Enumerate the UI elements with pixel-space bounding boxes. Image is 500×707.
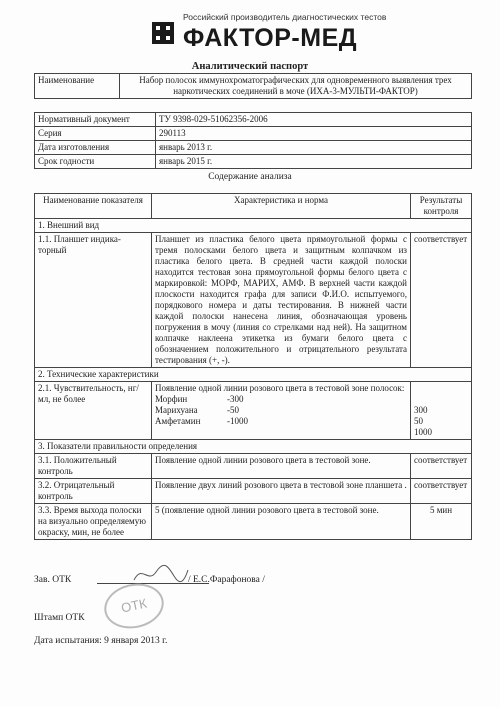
table-row (35, 504, 472, 540)
header-name: Наименование показателя (35, 194, 152, 219)
result-value: 1000 (414, 427, 432, 437)
row-desc: Планшет из пластика белого цвета прямоугольной формы с тремя полосками белого цвета и защитным колпачком из пластика белого цвета. В средней части каждой полоски находится тестовая зона прямоугольной формы белого цвета с маркировкой: МОРФ, МАРИХ, АМФ. В верхней части каждой плоскости находится графа для записи Ф.И.О. испытуемого, порядкового номера и даты тестирования. В нижней части каждой полоски нанесена линия, обозначающая уровень погружения в мочу (линия со стрелками над ней). На защитном колпачке наклеена этикетка из бумаги белого цвета с обозначением положительного и отрицательного результата тестирования (+, -). (152, 233, 411, 368)
result-value: 50 (414, 416, 423, 426)
row-result: соответствует (411, 479, 472, 504)
row-desc: Появление двух линий розового цвета в тестовой зоне планшета . (152, 479, 411, 504)
list-item (155, 416, 407, 427)
row-desc (152, 382, 411, 440)
table-row (35, 454, 472, 479)
row-result (411, 382, 472, 440)
info-label: Серия (35, 127, 156, 141)
header-norm: Характеристика и норма (152, 194, 411, 219)
row-desc-text: Появление одной линии розового цвета в тестовой зоне полосок: (155, 383, 405, 393)
drug-norm: -1000 (227, 416, 248, 426)
signature-label: Зав. ОТК (34, 575, 72, 585)
contents-title: Содержание анализа (208, 172, 292, 182)
product-table (34, 73, 472, 99)
list-item (155, 394, 407, 405)
header-result: Результаты контроля (411, 194, 472, 219)
brand-tagline: Российский производитель диагностических тестов (183, 12, 387, 22)
test-date: Дата испытания: 9 января 2013 г. (34, 636, 168, 646)
info-value: 290113 (156, 127, 472, 141)
row-name: 1.1. Планшет индика-торный (35, 233, 152, 368)
analysis-table (34, 193, 472, 540)
table-row (35, 479, 472, 504)
info-row (35, 127, 472, 141)
row-name: 3.3. Время выхода полоски на визуально определяемую окраску, мин, не более (35, 504, 152, 540)
section-heading: 3. Показатели правильности определения (35, 440, 472, 454)
analysis-header-row (35, 194, 472, 219)
brand-name: ФАКТОР-МЕД (183, 24, 358, 52)
result-value: 300 (414, 405, 428, 415)
info-label: Нормативный документ (35, 113, 156, 127)
info-table (34, 112, 472, 169)
info-value: январь 2013 г. (156, 141, 472, 155)
row-result: соответствует (411, 454, 472, 479)
info-row (35, 141, 472, 155)
info-row (35, 155, 472, 169)
drug-norm: -300 (227, 394, 244, 404)
drug-name: Морфин (155, 394, 188, 404)
row-name: 3.1. Положительный контроль (35, 454, 152, 479)
document-title: Аналитический паспорт (191, 61, 309, 72)
otk-stamp: ОТК (100, 578, 168, 634)
list-item (155, 405, 407, 416)
info-label: Срок годности (35, 155, 156, 169)
handwritten-signature (130, 562, 190, 586)
row-name: 3.2. Отрицательный контроль (35, 479, 152, 504)
brand-logo-icon (150, 20, 176, 46)
info-label: Дата изготовления (35, 141, 156, 155)
product-value: Набор полосок иммунохроматографических для одновременного выявления трех наркотических соединений в моче (ИХА-3-МУЛЬТИ-ФАКТОР) (120, 74, 472, 99)
row-result: 5 мин (411, 504, 472, 540)
section-heading: 2. Технические характеристики (35, 368, 472, 382)
drug-name: Амфетамин (155, 416, 201, 426)
stamp-label: Штамп ОТК (34, 613, 85, 623)
section-heading: 1. Внешний вид (35, 219, 472, 233)
info-row (35, 113, 472, 127)
drug-norm: -50 (227, 405, 239, 415)
row-result: соответствует (411, 233, 472, 368)
row-name: 2.1. Чувствительность, нг/мл, не более (35, 382, 152, 440)
table-row (35, 233, 472, 368)
product-label: Наименование (35, 74, 120, 99)
info-value: ТУ 9398-029-51062356-2006 (156, 113, 472, 127)
table-row (35, 382, 472, 440)
drug-name: Марихуана (155, 405, 198, 415)
row-desc: Появление одной линии розового цвета в тестовой зоне. (152, 454, 411, 479)
row-desc: 5 (появление одной линии розового цвета в тестовой зоне. (152, 504, 411, 540)
signature-name: / Е.С.Фарафонова / (187, 575, 265, 585)
info-value: январь 2015 г. (156, 155, 472, 169)
